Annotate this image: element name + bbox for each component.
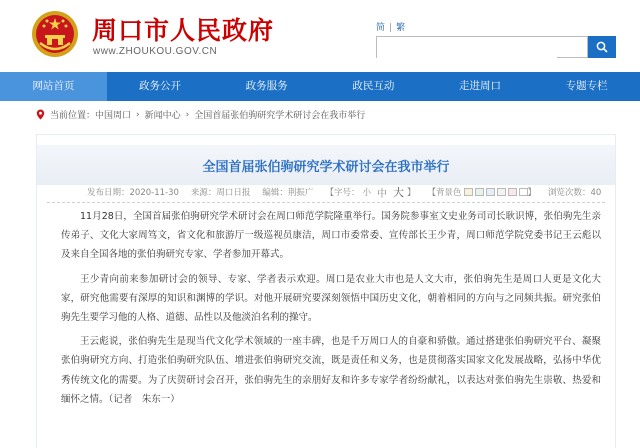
article-paragraph: 王云彪说，张伯驹先生是现当代文化学术领域的一座丰碑，也是千万周口人的自豪和骄傲。通过搭建张伯驹研究平台、凝聚张伯驹研究方向、打造张伯驹研究队伍、增进张伯驹研究交流，既是责任和义务，也是贯彻落实国家文化发展战略，弘扬中华优秀传统文化的需要。为了庆贺研讨会召开，张伯驹先生的亲朋好友和许多专家学者纷纷献礼，以表达对张伯驹先生崇敬、热爱和缅怀之情。（记者 朱东一） [61, 336, 601, 405]
main-nav [0, 72, 640, 101]
language-switch [376, 20, 405, 33]
bg-color-swatch[interactable] [508, 188, 517, 196]
publish-date: 发布日期：2020-11-30 [87, 188, 179, 198]
breadcrumb-home-link[interactable]: 中国周口 [95, 111, 132, 121]
article-source: 来源：周口日报 [190, 188, 251, 198]
font-size-end: 】 [406, 188, 416, 198]
article-title: 全国首届张伯驹研究学术研讨会在我市举行 [202, 159, 450, 175]
bg-color-end: 】 [527, 188, 537, 198]
lang-simplified-link[interactable]: 简 [376, 23, 386, 33]
breadcrumb-separator-icon: › [136, 109, 140, 120]
search-icon [596, 41, 608, 53]
breadcrumb-prefix: 当前位置： [50, 111, 96, 121]
search-button[interactable] [588, 36, 616, 58]
article-meta [37, 183, 615, 201]
bg-color-swatch[interactable] [464, 188, 473, 196]
article-paragraph: 11月28日，全国首届张伯驹研究学术研讨会在周口师范学院隆重举行。国务院参事室文史业务司司长耿识博，张伯驹先生亲传弟子、文化大家周笃文，省文化和旅游厅一级巡视员康洁，周口市委常委、宣传部长王少青，周口师范学院党委书记王云彪以及来自全国各地的张伯驹研究专家、学者参加开幕式。 [61, 211, 601, 261]
nav-item-interaction[interactable]: 政民互动 [352, 80, 395, 92]
breadcrumb-separator-icon: › [185, 109, 190, 120]
bg-color-swatch[interactable] [497, 188, 506, 196]
bg-color-swatch[interactable] [519, 188, 528, 196]
nav-item-gov-affairs[interactable]: 政务公开 [139, 80, 181, 92]
article-title-band [37, 145, 615, 185]
article-paragraph: 王少青向前来参加研讨会的领导、专家、学者表示欢迎。周口是农业大市也是人文大市，张伯驹先生是周口人更是文化大家，研究他需要有深厚的知识和渊博的学识。对他开展研究要深刻领悟中国历史文化，朝着相同的方向与之同频共振。研究张伯驹先生要学习他的人格、道德、品性以及他淡泊名利的操守。 [61, 273, 601, 324]
meta-divider [47, 202, 605, 203]
nav-item-about-zhoukou[interactable]: 走进周口 [459, 80, 502, 92]
national-emblem-icon [30, 9, 80, 59]
font-size-medium-button[interactable]: 中 [376, 188, 387, 200]
article-panel [36, 134, 616, 448]
lang-traditional-link[interactable]: 繁 [396, 23, 406, 33]
breadcrumb-current[interactable]: 全国首届张伯驹研究学术研讨会在我市举行 [194, 111, 366, 121]
bg-color-swatch[interactable] [475, 188, 484, 196]
breadcrumb-news-link[interactable]: 新闻中心 [144, 111, 181, 121]
font-size-label: 【字号： [325, 188, 360, 198]
search-box [376, 36, 588, 58]
lang-separator: | [389, 23, 393, 33]
site-header [0, 0, 640, 72]
bg-color-label: 【背景色 [427, 188, 462, 198]
font-size-large-button[interactable]: 大 [392, 186, 404, 199]
article-editor: 编辑：荆振广 [262, 188, 314, 198]
bg-color-swatch[interactable] [486, 188, 495, 196]
font-size-small-button[interactable]: 小 [362, 188, 371, 198]
nav-item-special-topics[interactable]: 专题专栏 [565, 80, 608, 92]
nav-item-gov-services[interactable]: 政务服务 [245, 80, 288, 92]
search-input[interactable] [377, 40, 557, 60]
breadcrumb [36, 104, 616, 125]
site-domain: www.ZHOUKOU.GOV.CN [93, 46, 218, 57]
nav-item-home[interactable]: 网站首页 [0, 72, 107, 101]
view-count: 浏览次数：40 [548, 188, 602, 198]
article-body [61, 207, 601, 414]
site-title: 周口市人民政府 [92, 16, 275, 45]
location-pin-icon [36, 109, 45, 120]
